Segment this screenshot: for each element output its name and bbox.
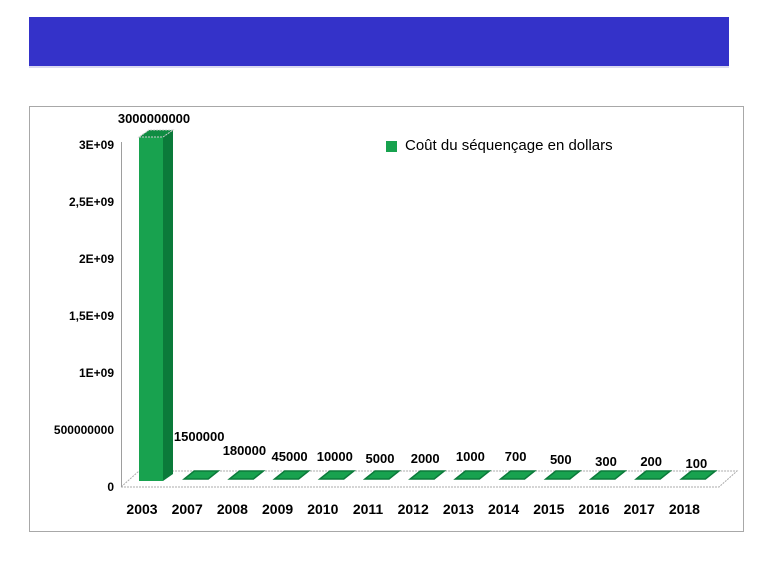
value-label: 5000 — [365, 451, 395, 466]
value-label: 10000 — [316, 449, 353, 464]
value-label: 180000 — [222, 443, 267, 458]
chart-frame — [29, 106, 744, 532]
title-banner — [29, 17, 729, 66]
x-axis-label: 2014 — [488, 501, 520, 517]
legend-swatch-icon — [386, 141, 397, 152]
x-axis-label: 2008 — [216, 501, 248, 517]
y-axis-tick: 1,5E+09 — [68, 309, 114, 323]
value-label: 500 — [549, 452, 572, 467]
y-axis-tick: 500000000 — [53, 423, 114, 437]
value-label: 1500000 — [173, 429, 225, 444]
value-label: 45000 — [271, 449, 308, 464]
value-label: 3000000000 — [117, 111, 191, 126]
x-axis-label: 2010 — [307, 501, 339, 517]
value-label: 2000 — [410, 451, 440, 466]
x-axis-label: 2012 — [397, 501, 429, 517]
legend — [386, 137, 613, 155]
value-label: 100 — [685, 456, 708, 471]
y-axis-tick: 0 — [107, 480, 114, 494]
y-axis-tick: 3E+09 — [78, 138, 114, 152]
x-axis-label: 2018 — [668, 501, 700, 517]
value-label: 300 — [595, 454, 617, 469]
x-axis-label: 2016 — [578, 501, 610, 517]
x-axis-label: 2003 — [126, 501, 158, 517]
legend-label: Coût du séquençage en dollars — [405, 137, 613, 154]
value-label: 700 — [504, 449, 527, 464]
value-label: 200 — [640, 454, 663, 469]
x-axis-label: 2007 — [171, 501, 203, 517]
x-axis-label: 2017 — [623, 501, 655, 517]
x-axis-label: 2013 — [442, 501, 474, 517]
bar-side-2003 — [163, 130, 173, 481]
y-axis-tick: 2,5E+09 — [68, 195, 114, 209]
x-axis-label: 2015 — [533, 501, 565, 517]
x-axis-label: 2009 — [262, 501, 294, 517]
y-axis-tick: 1E+09 — [78, 366, 114, 380]
y-axis-tick: 2E+09 — [78, 252, 114, 266]
x-axis-label: 2011 — [352, 501, 384, 517]
value-label: 1000 — [455, 449, 485, 464]
